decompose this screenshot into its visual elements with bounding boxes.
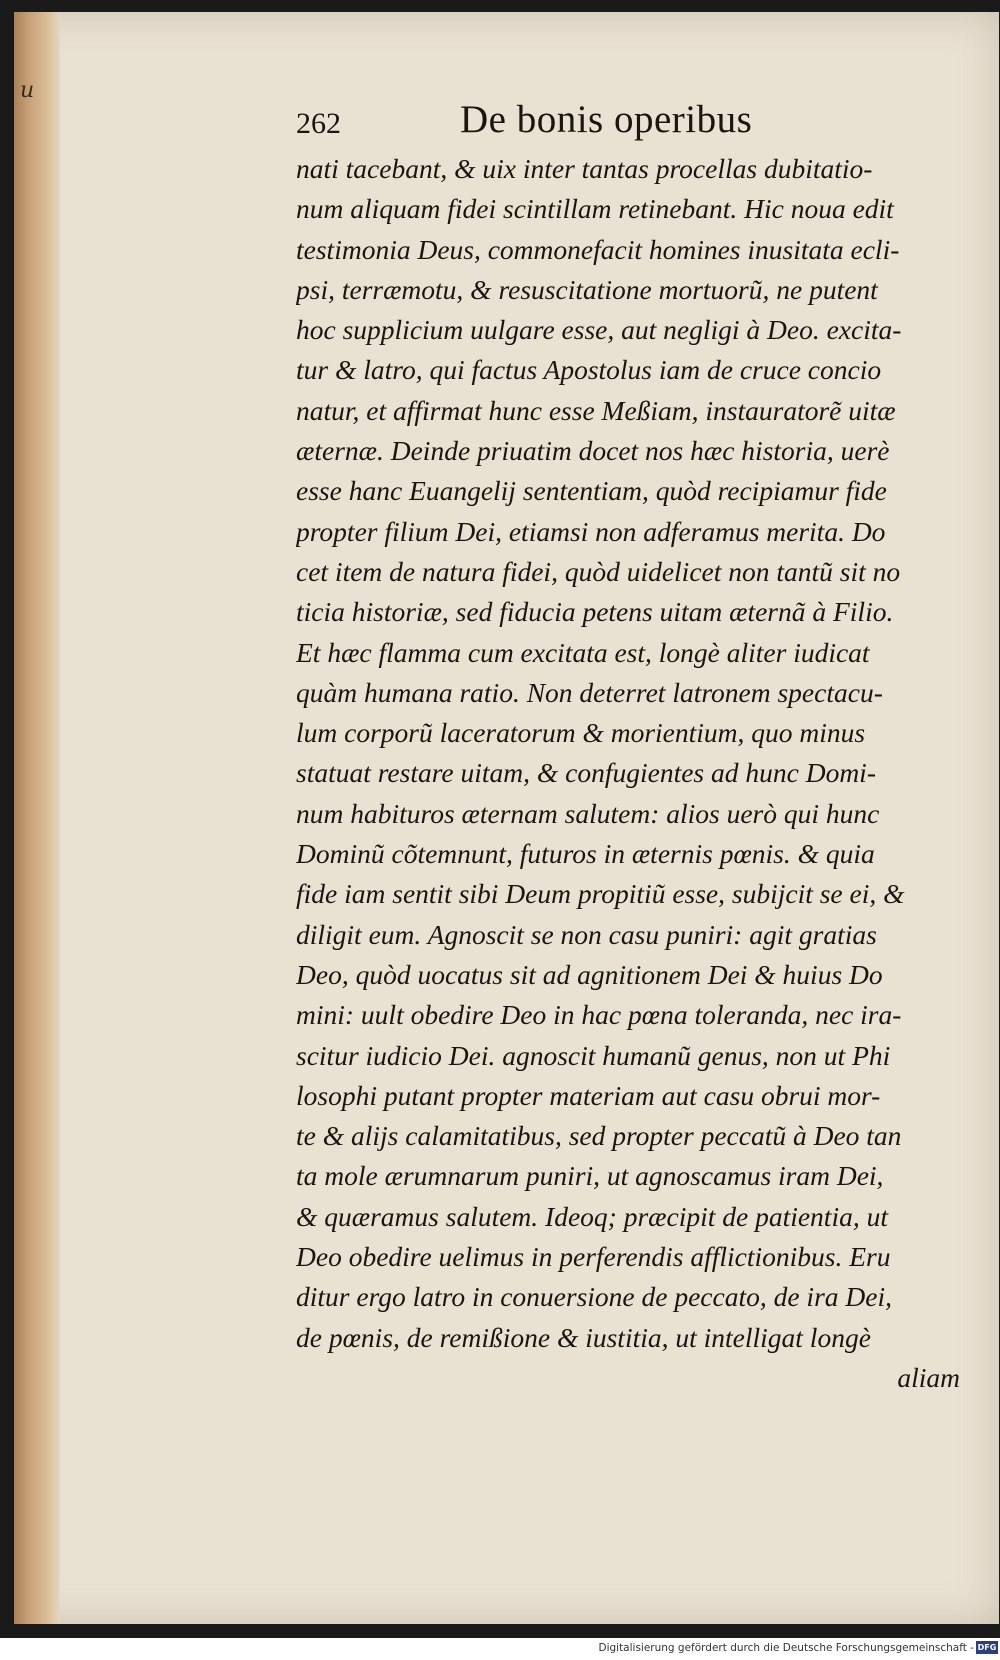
text-line: Deo obedire uelimus in perferendis afflictionibus. Eru — [296, 1241, 891, 1273]
text-line: statuat restare uitam, & confugientes ad hunc Domi- — [296, 757, 876, 789]
text-line: natur, et affirmat hunc esse Meßiam, instauratorẽ uitæ — [296, 394, 896, 426]
text-line: testimonia Deus, commonefacit homines inusitata ecli- — [296, 233, 900, 265]
text-line: lum corporũ laceratorum & morientium, quo minus — [296, 717, 866, 749]
digitization-credit: Digitalisierung gefördert durch die Deutsche Forschungsgemeinschaft - — [598, 1642, 974, 1654]
text-line: propter filium Dei, etiamsi non adferamus merita. Do — [296, 515, 886, 547]
text-line: ditur ergo latro in conuersione de peccato, de ira Dei, — [296, 1281, 892, 1313]
text-line: hoc supplicium uulgare esse, aut negligi à Deo. excita- — [296, 314, 902, 346]
text-line: diligit eum. Agnoscit se non casu puniri: agit gratias — [296, 918, 877, 950]
running-head: De bonis operibus — [460, 98, 753, 141]
text-line: Dominũ cõtemnunt, futuros in æternis pœnis. & quia — [296, 838, 875, 870]
text-line: & quæramus salutem. Ideoq; præcipit de patientia, ut — [296, 1200, 888, 1232]
text-line: Deo, quòd uocatus sit ad agnitionem Dei & huius Do — [296, 958, 883, 990]
catchword: aliam — [897, 1361, 960, 1393]
text-line: psi, terræmotu, & resuscitatione mortuorũ, ne putent — [296, 273, 878, 305]
text-line: ta mole ærumnarum puniri, ut agnoscamus iram Dei, — [296, 1160, 884, 1192]
text-line: losophi putant propter materiam aut casu obrui mor- — [296, 1079, 881, 1111]
text-line: num habituros æternam salutem: alios uerò qui hunc — [296, 797, 880, 829]
text-line: de pœnis, de remißione & iustitia, ut intelligat longè — [296, 1321, 871, 1353]
text-line: fide iam sentit sibi Deum propitiũ esse, subijcit se ei, & — [296, 878, 905, 910]
text-line: scitur iudicio Dei. agnoscit humanũ genus, non ut Phi — [296, 1039, 891, 1071]
text-line: cet item de natura fidei, quòd uidelicet non tantũ sit no — [296, 555, 901, 587]
text-line: ticia historiæ, sed fiducia petens uitam æternã à Filio. — [296, 596, 894, 628]
text-line: æternæ. Deinde priuatim docet nos hæc historia, uerè — [296, 435, 890, 467]
text-line: nati tacebant, & uix inter tantas procellas dubitatio- — [296, 153, 873, 184]
text-line: esse hanc Euangelij sententiam, quòd recipiamur fide — [296, 475, 887, 507]
text-line: quàm humana ratio. Non deterret latronem spectacu- — [296, 676, 883, 708]
page-number: 262 — [296, 107, 341, 140]
page-header — [296, 98, 816, 148]
body-text — [296, 149, 968, 1398]
text-line: num aliquam fidei scintillam retinebant. Hic noua edit — [296, 193, 894, 225]
text-line: te & alijs calamitatibus, sed propter peccatũ à Deo tan — [296, 1120, 902, 1152]
text-line: mini: uult obedire Deo in hac pœna toleranda, nec ira- — [296, 999, 902, 1031]
text-line: tur & latro, qui factus Apostolus iam de cruce concio — [296, 354, 882, 386]
dfg-logo: DFG — [977, 1643, 997, 1652]
text-line: Et hæc flamma cum excitata est, longè aliter iudicat — [296, 636, 870, 668]
edge-marking: u — [20, 78, 35, 103]
page-edge-shadow — [14, 12, 60, 1624]
